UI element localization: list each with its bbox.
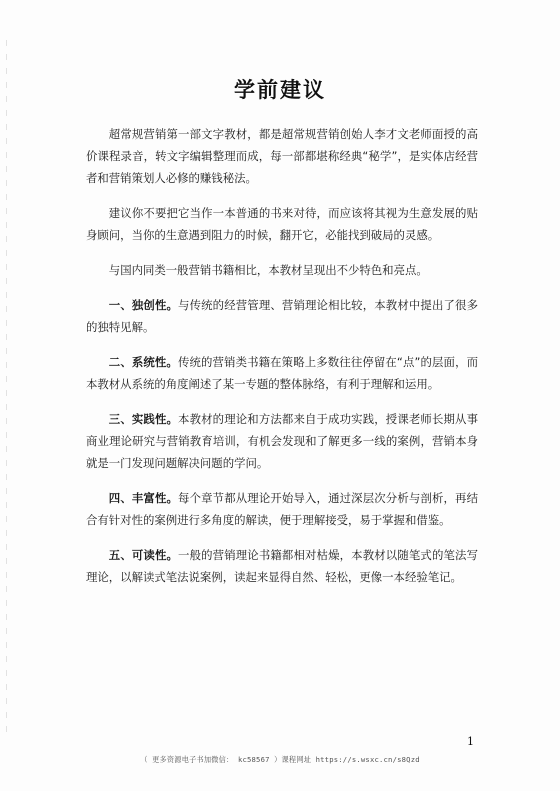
feature-heading: 一、独创性。 bbox=[108, 298, 179, 312]
page-title: 学前建议 bbox=[234, 78, 326, 102]
feature-heading: 三、实践性。 bbox=[108, 412, 179, 426]
page-number: 1 bbox=[467, 735, 474, 748]
body-text bbox=[86, 123, 478, 601]
feature-heading: 五、可读性。 bbox=[108, 548, 179, 562]
intro-paragraph-3: 与国内同类一般营销书籍相比，本教材呈现出不少特色和亮点。 bbox=[108, 263, 428, 277]
feature-heading: 四、丰富性。 bbox=[108, 491, 179, 505]
feature-item-3 bbox=[86, 408, 478, 474]
feature-item-1 bbox=[86, 294, 478, 338]
intro-paragraph-1: 超常规营销第一部文字教材，都是超常规营销创始人李才文老师面授的高价课程录音，转文字编辑整理而成，每一部都堪称经典“秘学”，是实体店经营者和营销策划人必修的赚钱秘法。 bbox=[86, 127, 478, 185]
feature-item-2 bbox=[86, 351, 478, 395]
footer-note: （ 更多资源电子书加微信： kc58567 ）课程网址 https://s.wsxc.cn/s8Qzd bbox=[140, 755, 420, 764]
feature-body: 每个章节都从理论开始导入，通过深层次分析与剖析，再结合有针对性的案例进行多角度的解读，便于理解接受，易于掌握和借鉴。 bbox=[86, 491, 478, 527]
feature-body: 与传统的经营管理、营销理论相比较，本教材中提出了很多的独特见解。 bbox=[86, 298, 478, 334]
feature-body: 一般的营销理论书籍都相对枯燥，本教材以随笔式的笔法写理论，以解读式笔法说案例，读起来显得自然、轻松，更像一本经验笔记。 bbox=[86, 548, 478, 584]
feature-item-4 bbox=[86, 487, 478, 531]
feature-body: 本教材的理论和方法都来自于成功实践，授课老师长期从事商业理论研究与营销教育培训，有机会发现和了解更多一线的案例，营销本身就是一门发现问题解决问题的学问。 bbox=[86, 412, 478, 470]
feature-heading: 二、系统性。 bbox=[108, 355, 178, 369]
intro-paragraph-2: 建议你不要把它当作一本普通的书来对待，而应该将其视为生意发展的贴身顾问，当你的生意遇到阻力的时候，翻开它，必能找到破局的灵感。 bbox=[86, 206, 478, 242]
scan-edge-artifact bbox=[6, 40, 7, 740]
feature-item-5 bbox=[86, 544, 478, 588]
feature-body: 传统的营销类书籍在策略上多数往往停留在“点”的层面，而本教材从系统的角度阐述了某一专题的整体脉络，有利于理解和运用。 bbox=[86, 355, 478, 391]
